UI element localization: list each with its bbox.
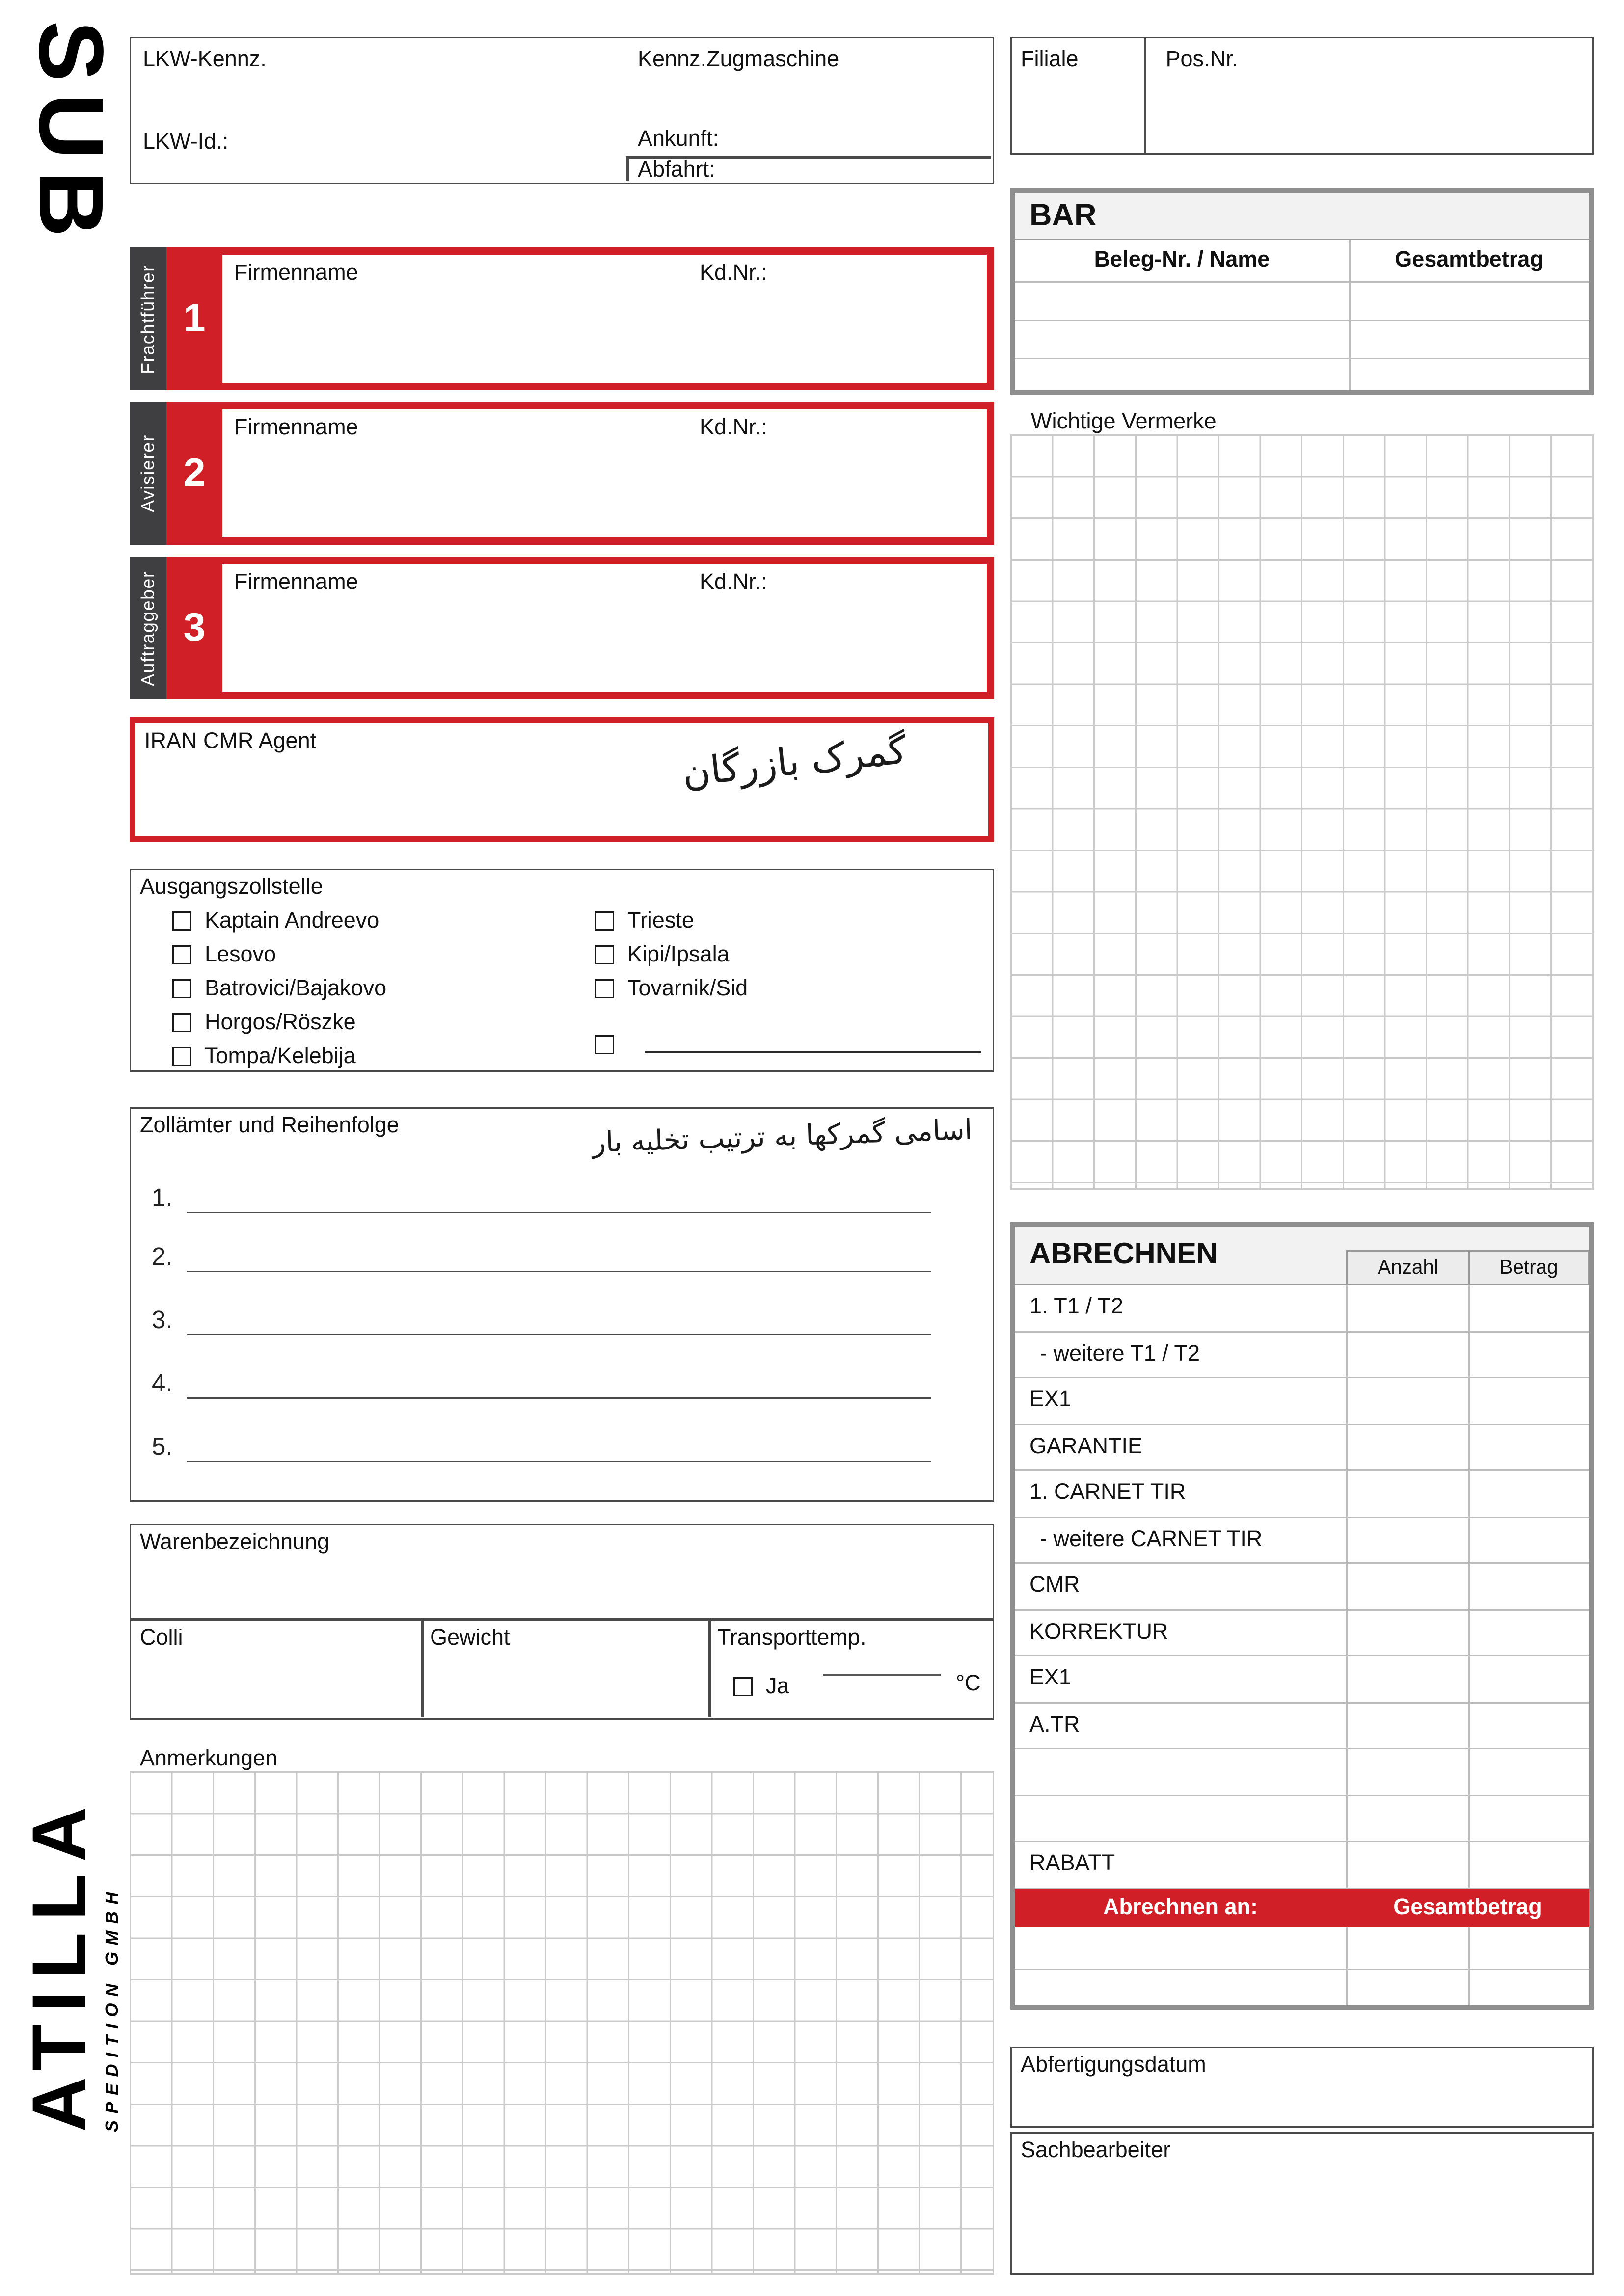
checkbox-option-kaptain-andreevo[interactable] [172, 908, 379, 932]
divider [1015, 1969, 1589, 1970]
checkbox-label: Tompa/Kelebija [205, 1043, 356, 1068]
handwriting-farsi: گمرک بازرگان [680, 729, 909, 797]
checkbox-option-trieste[interactable] [595, 908, 694, 932]
betrag-column-header: Betrag [1468, 1250, 1589, 1285]
checkbox-option-kipi-ipsala[interactable] [595, 942, 730, 966]
kdnr-label: Kd.Nr.: [700, 570, 767, 595]
sachbearbeiter-label: Sachbearbeiter [1021, 2138, 1171, 2163]
party-role-label: Frachtführer [130, 247, 166, 390]
abrechnen-row-label: KORREKTUR [1029, 1619, 1168, 1644]
lkw-kennz-label: LKW-Kennz. [143, 47, 267, 72]
abrechnen-row [1015, 1564, 1589, 1610]
abrechnen-row-label: GARANTIE [1029, 1433, 1143, 1459]
ankunft-label: Ankunft: [638, 127, 719, 152]
write-line[interactable] [187, 1397, 931, 1399]
warenbezeichnung-box [130, 1524, 994, 1620]
party-number: 1 [183, 296, 206, 340]
ausgangszollstelle-box [130, 869, 994, 1072]
firmenname-label: Firmenname [234, 261, 358, 286]
sachbearbeiter-box [1010, 2132, 1594, 2275]
party-number: 2 [183, 451, 206, 495]
company-logo [18, 1795, 122, 2132]
truck-info-box [130, 37, 994, 184]
abrechnen-row [1015, 1749, 1589, 1796]
abrechnen-row-label: EX1 [1029, 1665, 1072, 1690]
write-line[interactable] [187, 1271, 931, 1272]
party-role-label: Avisierer [130, 402, 166, 545]
firmenname-label: Firmenname [234, 570, 358, 595]
checkbox-option-lesovo[interactable] [172, 942, 276, 966]
checkbox-icon[interactable] [595, 1035, 614, 1054]
firmenname-label: Firmenname [234, 415, 358, 440]
divider [1468, 1285, 1470, 1889]
iran-cmr-agent-box [130, 717, 994, 842]
abrechnen-row-label: - weitere CARNET TIR [1040, 1526, 1263, 1551]
abrechnen-row-label: 1. T1 / T2 [1029, 1294, 1123, 1319]
divider [708, 1621, 711, 1717]
ausgangszollstelle-label: Ausgangszollstelle [140, 875, 323, 900]
abrechnen-row [1015, 1332, 1589, 1379]
measures-box [130, 1620, 994, 1720]
anmerkungen-label: Anmerkungen [140, 1746, 278, 1771]
abrechnen-row [1015, 1610, 1589, 1657]
write-line[interactable] [187, 1334, 931, 1335]
divider [1349, 240, 1351, 390]
abrechnen-row-label: - weitere T1 / T2 [1040, 1340, 1200, 1366]
checkbox-label: Tovarnik/Sid [627, 975, 748, 1001]
line-number: 1. [152, 1184, 173, 1212]
transporttemp-label: Transporttemp. [717, 1626, 866, 1651]
temperature-write-line[interactable] [823, 1674, 941, 1676]
checkbox-option-other[interactable] [595, 1032, 981, 1056]
checkbox-option-batrovici-bajakovo[interactable] [172, 976, 386, 1000]
checkbox-icon[interactable] [172, 911, 191, 930]
abrechnen-row [1015, 1425, 1589, 1471]
blank-write-line[interactable] [645, 1035, 981, 1053]
iran-cmr-agent-label: IRAN CMR Agent [144, 729, 317, 754]
divider [421, 1621, 424, 1717]
abrechnen-row [1015, 1471, 1589, 1518]
checkbox-icon[interactable] [172, 1046, 191, 1066]
lkw-id-label: LKW-Id.: [143, 130, 229, 155]
zollaemter-box [130, 1107, 994, 1502]
abrechnen-row-label: A.TR [1029, 1711, 1080, 1737]
checkbox-icon[interactable] [172, 945, 191, 964]
abrechnen-an-label: Abrechnen an: [1103, 1894, 1258, 1920]
filiale-box [1010, 37, 1146, 155]
party-input-area[interactable] [222, 409, 987, 537]
abrechnen-row-label: EX1 [1029, 1387, 1072, 1412]
abrechnen-footer [1015, 1889, 1589, 1927]
party-input-area[interactable] [222, 255, 987, 383]
checkbox-label: Trieste [627, 908, 694, 933]
ja-label: Ja [766, 1673, 789, 1699]
celsius-label: °C [956, 1671, 981, 1696]
kennz-zugmaschine-label: Kennz.Zugmaschine [638, 47, 839, 72]
checkbox-label: Lesovo [205, 941, 276, 967]
company-subtitle: SPEDITION GMBH [102, 1885, 122, 2132]
party-number: 3 [183, 605, 206, 649]
abrechnen-row [1015, 1842, 1589, 1889]
abrechnen-row [1015, 1796, 1589, 1842]
sub-logo: SUB [19, 21, 121, 249]
abrechnen-row [1015, 1285, 1589, 1332]
kdnr-label: Kd.Nr.: [700, 415, 767, 440]
write-line[interactable] [187, 1461, 931, 1462]
abrechnen-row-label: 1. CARNET TIR [1029, 1480, 1186, 1505]
company-name: ATILLA [18, 1795, 103, 2132]
wichtige-vermerke-label: Wichtige Vermerke [1031, 409, 1217, 434]
divider [1346, 1285, 1348, 1889]
checkbox-option-horgos-roeszke[interactable] [172, 1010, 356, 1034]
checkbox-option-tompa-kelebija[interactable] [172, 1044, 356, 1068]
wichtige-vermerke-grid[interactable] [1010, 434, 1594, 1190]
filiale-label: Filiale [1021, 47, 1079, 72]
checkbox-icon[interactable] [172, 1013, 191, 1032]
checkbox-label: Kaptain Andreevo [205, 908, 379, 933]
checkbox-icon[interactable] [733, 1677, 753, 1696]
gesamtbetrag-label: Gesamtbetrag [1393, 1894, 1542, 1920]
abfertigungsdatum-label: Abfertigungsdatum [1021, 2053, 1206, 2078]
anzahl-column-header: Anzahl [1346, 1250, 1470, 1285]
checkbox-label: Batrovici/Bajakovo [205, 975, 387, 1001]
bar-box [1010, 188, 1594, 395]
warenbezeichnung-label: Warenbezeichnung [140, 1530, 330, 1555]
line-number: 3. [152, 1306, 173, 1334]
party-frachtfuehrer [130, 247, 994, 390]
colli-label: Colli [140, 1626, 183, 1651]
divider [1015, 320, 1589, 321]
checkbox-label: Horgos/Röszke [205, 1009, 356, 1035]
bar-column-beleg: Beleg-Nr. / Name [1094, 247, 1270, 272]
zollaemter-label: Zollämter und Reihenfolge [140, 1113, 399, 1138]
abrechnen-box [1010, 1222, 1594, 2010]
checkbox-label: Kipi/Ipsala [627, 941, 730, 967]
write-line[interactable] [187, 1212, 931, 1213]
pos-nr-label: Pos.Nr. [1165, 47, 1239, 72]
party-avisierer [130, 402, 994, 545]
line-number: 2. [152, 1243, 173, 1271]
abrechnen-row-label: RABATT [1029, 1851, 1115, 1876]
checkbox-icon[interactable] [172, 979, 191, 998]
abrechnen-row-label: CMR [1029, 1573, 1080, 1598]
abrechnen-row [1015, 1518, 1589, 1564]
party-role-label: Auftraggeber [130, 557, 166, 699]
abrechnen-row [1015, 1703, 1589, 1750]
party-auftraggeber [130, 557, 994, 699]
checkbox-option-tovarnik-sid[interactable] [595, 976, 748, 1000]
abrechnen-row [1015, 1378, 1589, 1425]
abrechnen-row [1015, 1656, 1589, 1703]
kdnr-label: Kd.Nr.: [700, 261, 767, 286]
line-number: 5. [152, 1433, 173, 1461]
handwriting-farsi: اسامی گمرکها به ترتیب تخلیه بار [591, 1114, 973, 1160]
anmerkungen-grid[interactable] [130, 1771, 994, 2275]
bar-title: BAR [1029, 199, 1097, 233]
party-input-area[interactable] [222, 564, 987, 692]
divider [626, 156, 628, 181]
divider [1015, 281, 1589, 283]
bar-column-gesamtbetrag: Gesamtbetrag [1395, 247, 1543, 272]
divider [1346, 1927, 1348, 2006]
bar-header [1015, 193, 1589, 240]
abfertigungsdatum-box [1010, 2047, 1594, 2128]
abfahrt-label: Abfahrt: [638, 158, 715, 183]
abrechnen-title: ABRECHNEN [1029, 1238, 1218, 1271]
checkbox-icon[interactable] [595, 911, 614, 930]
divider [1015, 358, 1589, 359]
divider [1468, 1927, 1470, 2006]
gewicht-label: Gewicht [430, 1626, 510, 1651]
checkbox-icon[interactable] [595, 945, 614, 964]
line-number: 4. [152, 1369, 173, 1397]
checkbox-icon[interactable] [595, 979, 614, 998]
pos-nr-box [1144, 37, 1593, 155]
checkbox-ja[interactable] [733, 1674, 789, 1698]
